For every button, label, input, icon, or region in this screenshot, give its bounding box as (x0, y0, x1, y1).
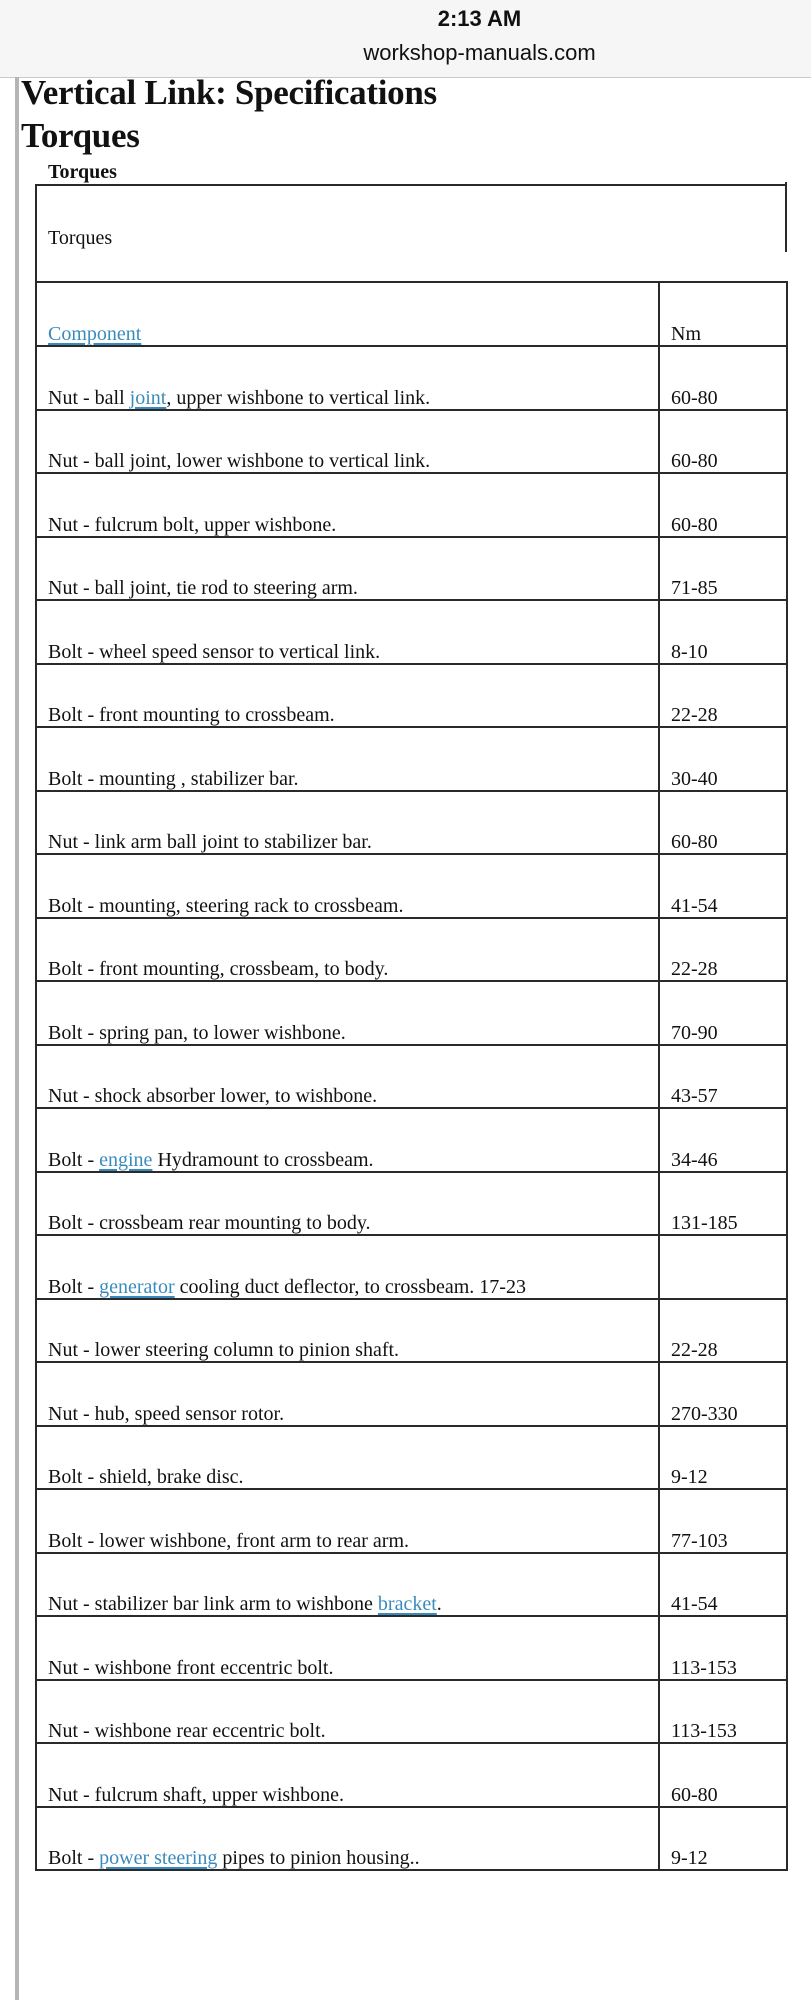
component-text: Nut - hub, speed sensor rotor. (48, 1402, 285, 1425)
component-cell (36, 1235, 659, 1299)
left-scroll-rail (15, 77, 19, 2000)
torque-value-cell: 60-80 (659, 1743, 787, 1807)
component-text: Bolt - (48, 1148, 100, 1171)
component-text: Bolt - lower wishbone, front arm to rear arm. (48, 1529, 410, 1552)
component-text: Nut - lower steering column to pinion shaft. (48, 1339, 400, 1361)
torque-value-cell: 113-153 (659, 1616, 787, 1680)
component-text: Hydramount to crossbeam. (152, 1148, 374, 1171)
component-text: Nut - wishbone rear eccentric bolt. (48, 1720, 326, 1742)
component-text: Bolt - spring pan, to lower wishbone. (48, 1021, 346, 1044)
component-cell (36, 1045, 659, 1109)
component-cell (36, 1108, 659, 1172)
component-cell (36, 473, 659, 537)
component-cell (36, 1616, 659, 1680)
component-text: pipes to pinion housing.. (217, 1847, 420, 1869)
table-row (36, 1616, 787, 1680)
component-cell (36, 727, 659, 791)
header-component-cell (36, 282, 659, 346)
torque-value-cell: 9-12 (659, 1426, 787, 1490)
table-row (36, 918, 787, 982)
component-cell (36, 1743, 659, 1807)
component-cell (36, 1807, 659, 1871)
table-row (36, 600, 787, 664)
component-cell (36, 1489, 659, 1553)
torque-value-cell: 113-153 (659, 1680, 787, 1744)
table-row (36, 346, 787, 410)
table-row (36, 1108, 787, 1172)
table-row (36, 473, 787, 537)
component-text: cooling duct deflector, to crossbeam. 17-23 (174, 1275, 526, 1298)
torque-value-cell: 41-54 (659, 854, 787, 918)
torque-value-cell (659, 1235, 787, 1299)
table-caption: Torques (48, 161, 117, 183)
component-text: Bolt - (48, 1275, 100, 1298)
component-text: Nut - ball joint, lower wishbone to vertical link. (48, 450, 431, 472)
browser-status-bar (0, 0, 811, 78)
component-cell (36, 1299, 659, 1363)
component-text: . (436, 1593, 442, 1615)
table-row (36, 664, 787, 728)
glossary-link[interactable]: power steering (99, 1847, 218, 1869)
status-time: 2:13 AM (437, 6, 522, 31)
component-text: Bolt - mounting, steering rack to crossbeam. (48, 894, 404, 917)
component-text: Bolt - front mounting to crossbeam. (48, 704, 335, 726)
torque-value-cell: 34-46 (659, 1108, 787, 1172)
table-row (36, 981, 787, 1045)
component-text: Bolt - mounting , stabilizer bar. (48, 767, 299, 790)
component-cell (36, 410, 659, 474)
table-row (36, 1172, 787, 1236)
component-cell (36, 854, 659, 918)
address-bar-url[interactable]: workshop-manuals.com (363, 40, 596, 65)
glossary-link[interactable]: engine (99, 1148, 153, 1171)
component-text: Nut - wishbone front eccentric bolt. (48, 1656, 334, 1679)
component-text: Nut - shock absorber lower, to wishbone. (48, 1085, 378, 1107)
component-cell (36, 1426, 659, 1490)
table-row (36, 727, 787, 791)
torque-value-cell: 43-57 (659, 1045, 787, 1109)
torque-value-cell: 22-28 (659, 1299, 787, 1363)
component-text: Bolt - shield, brake disc. (48, 1466, 244, 1488)
page-subtitle: Torques (21, 116, 140, 155)
component-text: Bolt - (48, 1847, 100, 1869)
component-text: Bolt - front mounting, crossbeam, to body. (48, 958, 389, 980)
table-row (36, 854, 787, 918)
table-title-text: Torques (48, 227, 113, 249)
component-text: Bolt - crossbeam rear mounting to body. (48, 1212, 371, 1234)
torque-value-cell: 60-80 (659, 473, 787, 537)
component-cell (36, 1553, 659, 1617)
torque-value-cell: 8-10 (659, 600, 787, 664)
table-row (36, 1807, 787, 1871)
component-cell (36, 600, 659, 664)
page-title: Vertical Link: Specifications (21, 73, 437, 112)
component-cell (36, 791, 659, 855)
table-row (36, 1426, 787, 1490)
torque-specifications-table (35, 281, 788, 1871)
torque-value-cell: 70-90 (659, 981, 787, 1045)
glossary-link[interactable]: generator (99, 1275, 175, 1298)
table-row (36, 791, 787, 855)
torque-value-cell: 77-103 (659, 1489, 787, 1553)
component-text: Nut - ball joint, tie rod to steering arm. (48, 577, 358, 599)
table-row (36, 1362, 787, 1426)
torque-value-cell: 41-54 (659, 1553, 787, 1617)
component-cell (36, 981, 659, 1045)
component-cell (36, 664, 659, 728)
component-cell (36, 918, 659, 982)
torque-value-cell: 60-80 (659, 346, 787, 410)
component-text: , upper wishbone to vertical link. (166, 386, 431, 409)
component-cell (36, 346, 659, 410)
component-text: Nut - fulcrum shaft, upper wishbone. (48, 1783, 345, 1806)
table-row (36, 1680, 787, 1744)
torque-value-cell: 131-185 (659, 1172, 787, 1236)
torque-value-cell: 60-80 (659, 791, 787, 855)
table-row (36, 1489, 787, 1553)
component-cell (36, 537, 659, 601)
header-unit-cell: Nm (659, 282, 787, 346)
table-row (36, 1553, 787, 1617)
component-cell (36, 1172, 659, 1236)
table-row (36, 537, 787, 601)
component-text: Nut - stabilizer bar link arm to wishbone (48, 1593, 378, 1615)
torque-value-cell: 71-85 (659, 537, 787, 601)
torque-value-cell: 270-330 (659, 1362, 787, 1426)
component-text: Nut - fulcrum bolt, upper wishbone. (48, 513, 337, 536)
table-row (36, 410, 787, 474)
torque-value-cell: 60-80 (659, 410, 787, 474)
torque-value-cell: 22-28 (659, 918, 787, 982)
component-cell (36, 1362, 659, 1426)
glossary-link[interactable]: joint (129, 386, 167, 409)
component-text: Nut - link arm ball joint to stabilizer bar. (48, 831, 372, 853)
table-header-row (36, 282, 787, 346)
component-text: Bolt - wheel speed sensor to vertical link. (48, 640, 381, 663)
torque-value-cell: 30-40 (659, 727, 787, 791)
table-row (36, 1235, 787, 1299)
component-text: Nut - ball (48, 386, 130, 409)
table-title-box-right-border (785, 182, 787, 252)
torque-value-cell: 22-28 (659, 664, 787, 728)
component-header-link[interactable]: Component (48, 323, 142, 345)
table-title-box (35, 184, 785, 281)
table-row (36, 1045, 787, 1109)
component-cell (36, 1680, 659, 1744)
table-row (36, 1299, 787, 1363)
glossary-link[interactable]: bracket (377, 1593, 437, 1615)
table-row (36, 1743, 787, 1807)
torque-value-cell: 9-12 (659, 1807, 787, 1871)
